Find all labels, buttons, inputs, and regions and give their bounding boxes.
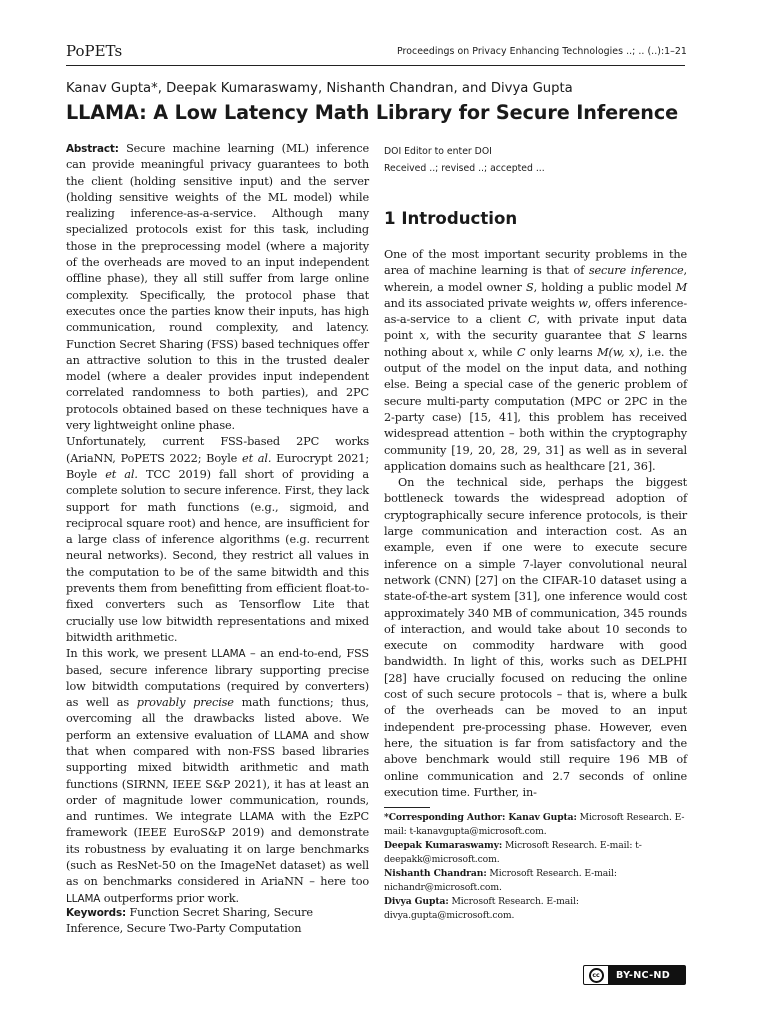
received-line: Received ..; revised ..; accepted ...	[384, 163, 545, 174]
abstract-paragraph-3	[66, 646, 369, 907]
abstract-text-1: Secure machine learning (ML) inference can provide meaningful privacy guarantees to both the client (holding sensitive input) and the server (holding sensitive weights of the ML model) while realizing inference-as-a-service. Although many specialized protocols exist for this task, including those in the preprocessing model (where a majority of the overheads are moved to an input independent offline phase), they all still suffer from large online complexity. Specifically, the protocol phase that executes once the parties know their inputs, has high communication, round complexity, and latency. Function Secret Sharing (FSS) based techniques offer an attractive solution to this in the trusted dealer model (where a dealer provides input independent correlated randomness to both parties), and 2PC protocols obtained based on these techniques have a very lightweight online phase.	[66, 142, 369, 433]
header-divider	[66, 65, 685, 66]
intro-text-1k: , i.e. the output of the model on the input data, and nothing else. Being a special case of the generic problem of secure multi-party computation (MPC or 2PC in the 2-party case) [15, 41], this problem has received widespread attention – both within the cryptography community [19, 20, 28, 29, 31] as well as in several application domains such as healthcare [21, 36].	[384, 345, 687, 473]
intro-text-1a: One of the most important security problems in the area of machine learning is that of	[384, 248, 687, 278]
cc-logo-background	[584, 966, 608, 984]
llama-name-1: LLAMA	[211, 648, 246, 661]
intro-text-1h: learns nothing about	[384, 329, 687, 359]
math-x-2: x	[467, 345, 475, 359]
section-heading-introduction: 1 Introduction	[384, 209, 518, 228]
footnote-divya	[384, 895, 687, 923]
abstract	[66, 141, 369, 907]
math-S-1: S	[525, 280, 534, 294]
keywords-text: Function Secret Sharing, Secure Inference, Secure Two-Party Computation	[66, 906, 313, 936]
abstract-text-2b: Eurocrypt 2021; Boyle	[66, 451, 369, 481]
llama-name-4: LLAMA	[66, 892, 101, 905]
abstract-text-3c: math functions; thus, overcoming all the drawbacks listed above. We perform an extensive evaluation of	[66, 696, 369, 742]
footnote-nishanth	[384, 867, 687, 895]
cc-license-badge[interactable]	[583, 965, 686, 985]
footnote-affiliation: Microsoft Research. E-mail: t-deepakk@microsoft.com.	[384, 840, 642, 865]
footnote-deepak	[384, 839, 687, 867]
footnote-affiliation: Microsoft Research. E-mail: t-kanavgupta@microsoft.com.	[384, 812, 685, 837]
intro-text-1i: , while	[474, 345, 517, 359]
llama-name-3: LLAMA	[239, 811, 274, 824]
intro-text-1d: and its associated private weights	[384, 296, 579, 310]
abstract-paragraph-1	[66, 141, 369, 434]
intro-text-1e: , offers inference-as-a-service to a client	[384, 296, 687, 327]
math-w: w	[578, 296, 588, 310]
keywords-label: Keywords:	[66, 907, 126, 919]
intro-paragraph-2: On the technical side, perhaps the biggest bottleneck towards the widespread adoption of cryptographically secure inference protocols, is their large communication and interaction cost. As an example, even if one were to execute secure inference on a simple 7-layer convolutional neural network (CNN) [27] on the CIFAR-10 dataset using a state-of-the-art system [31], one inference would cost approximately 340 MB of communication, 345 rounds of interaction, and would take about 10 seconds to execute on commodity hardware with good bandwidth. In light of this, works such as DELPHI [28] have crucially focused on reducing the online cost of such secure protocols – that is, where a bulk of the overheads can be moved to an input independent pre-processing phase. However, even here, the situation is far from satisfactory and the above benchmark would still require 196 MB of online communication and 2.7 seconds of online execution time. Further, in-	[384, 476, 687, 799]
intro-text-1c: , holding a public model	[533, 280, 676, 294]
author-footnotes	[384, 811, 687, 923]
intro-text-1j: only learns	[525, 345, 598, 359]
keywords	[66, 905, 369, 938]
abstract-text-3d: and show that when compared with non-FSS based libraries supporting mixed bitwidth arithmetic and math functions (SIRNN, IEEE S&P 2021), it has at least an order of magnitude lower communication, rounds, and runtimes. We integrate	[66, 728, 369, 824]
license-label: BY-NC-ND	[616, 969, 670, 981]
math-M: M	[675, 280, 687, 294]
footnote-author-name: Nishanth Chandran:	[384, 868, 487, 879]
footnote-author-name: *Corresponding Author: Kanav Gupta:	[384, 812, 577, 823]
doi-info	[384, 143, 687, 177]
secure-inference-term: secure inference	[588, 264, 684, 278]
intro-paragraph-1	[384, 247, 687, 475]
intro-text-1f: , with private input data point	[384, 313, 687, 343]
footnote-affiliation: Microsoft Research. E-mail: nichandr@microsoft.com.	[384, 868, 617, 893]
llama-name-2: LLAMA	[274, 729, 309, 742]
footnote-author-name: Deepak Kumaraswamy:	[384, 840, 503, 851]
intro-text-1g: , with the security guarantee that	[425, 329, 638, 343]
footnote-author-name: Divya Gupta:	[384, 896, 449, 907]
paper-title: LLAMA: A Low Latency Math Library for Secure Inference	[66, 101, 679, 124]
abstract-text-3a: In this work, we present	[66, 647, 212, 661]
footnote-divider	[384, 807, 430, 808]
journal-name: PoPETs	[66, 42, 123, 60]
math-C-1: C	[527, 313, 537, 327]
abstract-etal-1: et al.	[242, 451, 272, 465]
creative-commons-icon: cc	[589, 968, 604, 983]
footnote-affiliation: Microsoft Research. E-mail: divya.gupta@microsoft.com.	[384, 896, 579, 921]
abstract-text-3f: outperforms prior work.	[100, 891, 240, 905]
abstract-text-2a: Unfortunately, current FSS-based 2PC works (AriaNN, PoPETS 2022; Boyle	[66, 435, 369, 465]
abstract-label: Abstract:	[66, 143, 119, 155]
abstract-etal-2: et al.	[105, 467, 138, 481]
keywords-paragraph	[66, 905, 369, 938]
intro-text-1b: , wherein, a model owner	[384, 264, 687, 294]
introduction-body	[384, 247, 687, 801]
footnote-kanav	[384, 811, 687, 839]
author-list: Kanav Gupta*, Deepak Kumaraswamy, Nishanth Chandran, and Divya Gupta	[66, 81, 573, 96]
doi-line: DOI Editor to enter DOI	[384, 146, 492, 157]
abstract-text-2c: TCC 2019) fall short of providing a complete solution to secure inference. First, they lack support for math functions (e.g., sigmoid, and reciprocal square root) and hence, are insufficient for a large class of inference algorithms (e.g. recurrent neural networks). Second, they restrict all values in the computation to be of the same bitwidth and this prevents them from benefitting from efficient float-to-fixed converters such as Tensorflow Lite that crucially use low bitwidth representations and mixed bitwidth arithmetic.	[66, 467, 369, 644]
abstract-text-3e: with the EzPC framework (IEEE EuroS&P 2019) and demonstrate its robustness by evaluating it on large benchmarks (such as ResNet-50 on the ImageNet dataset) as well as on benchmarks considered in AriaNN – here too	[66, 810, 369, 889]
provably-precise-term: provably precise	[136, 696, 234, 710]
proceedings-line: Proceedings on Privacy Enhancing Technologies ..; .. (..):1–21	[397, 46, 687, 57]
math-S-2: S	[637, 329, 646, 343]
math-x-1: x	[419, 329, 426, 343]
abstract-paragraph-2	[66, 434, 369, 646]
math-C-2: C	[516, 345, 526, 359]
math-M-w-x: M(w, x)	[597, 345, 640, 359]
abstract-text-3b: – an end-to-end, FSS based, secure inference library supporting precise low bitwidth computations (required by converters) as well as	[66, 647, 369, 710]
